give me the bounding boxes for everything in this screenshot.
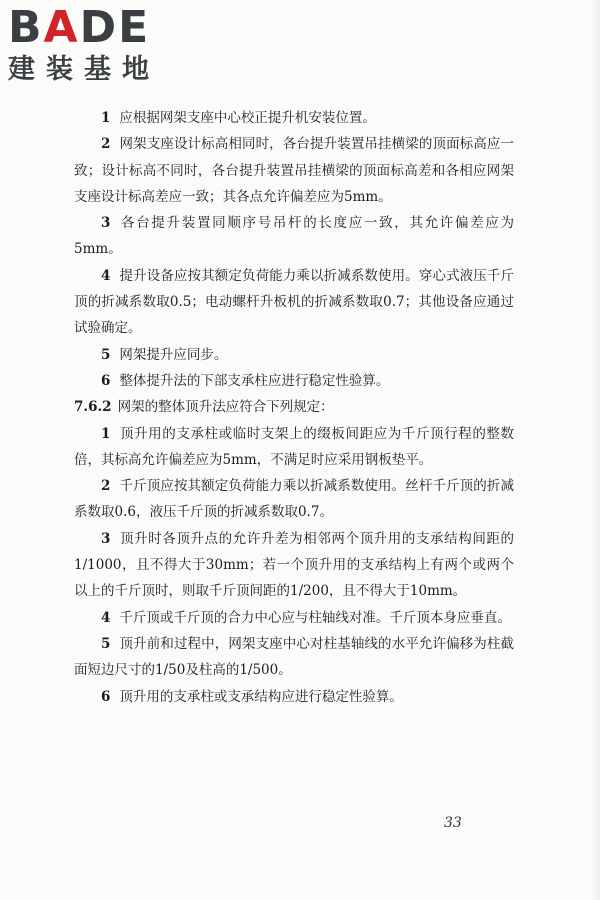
paragraph-3 xyxy=(74,210,514,263)
clause-number: 2 xyxy=(101,136,111,153)
clause-text: 顶升用的支承柱或临时支架上的缀板间距应为千斤顶行程的整数倍，其标高允许偏差应为5mm，不满足时应采用钢板垫平。 xyxy=(74,425,514,468)
paragraph-2 xyxy=(74,131,514,210)
clause-number: 3 xyxy=(101,530,111,547)
clause-text: 千斤顶或千斤顶的合力中心应与柱轴线对准。千斤顶本身应垂直。 xyxy=(119,609,511,626)
logo xyxy=(8,4,178,86)
clause-number: 5 xyxy=(101,635,111,652)
clause-number: 2 xyxy=(101,478,111,495)
paragraph-6 xyxy=(74,368,514,394)
clause-text: 网架提升应同步。 xyxy=(119,346,228,363)
logo-wordmark: BADE xyxy=(8,2,151,53)
paragraph-11 xyxy=(74,605,514,631)
paragraph-8 xyxy=(74,421,514,474)
paragraph-4 xyxy=(74,263,514,342)
clause-text: 顶升时各顶升点的允许升差为相邻两个顶升用的支承结构间距的1/1000，且不得大于30mm；若一个顶升用的支承结构上有两个或两个以上的千斤顶时，则取千斤顶间距的1/200，且不得大于10mm。 xyxy=(74,530,514,600)
logo-subtitle: 建装基地 xyxy=(8,54,160,85)
clause-text: 顶升前和过程中，网架支座中心对柱基轴线的水平允许偏移为柱截面短边尺寸的1/50及柱高的1/500。 xyxy=(74,635,514,679)
page-edge-shadow xyxy=(592,0,600,900)
clause-number: 5 xyxy=(101,346,111,363)
section-text: 网架的整体顶升法应符合下列规定： xyxy=(117,399,334,416)
paragraph-1 xyxy=(74,105,514,131)
clause-text: 网架支座设计标高相同时，各台提升装置吊挂横梁的顶面标高应一致；设计标高不同时，各台提升装置吊挂横梁的顶面标高差和各相应网架支座设计标高差应一致；其各点允许偏差应为5mm。 xyxy=(74,136,514,205)
clause-number: 4 xyxy=(101,267,111,284)
clause-text: 各台提升装置同顺序号吊杆的长度应一致，其允许偏差应为5mm。 xyxy=(74,215,514,258)
clause-text: 整体提升法的下部支承柱应进行稳定性验算。 xyxy=(119,372,390,389)
paragraph-5 xyxy=(74,342,514,368)
clause-number: 1 xyxy=(101,425,111,442)
section-number: 7.6.2 xyxy=(74,399,112,416)
clause-number: 4 xyxy=(101,609,111,626)
clause-text: 提升设备应按其额定负荷能力乘以折减系数使用。穿心式液压千斤顶的折减系数取0.5；电动螺杆升板机的折减系数取0.7；其他设备应通过试验确定。 xyxy=(74,267,514,337)
clause-number: 3 xyxy=(101,215,111,232)
clause-number: 6 xyxy=(101,688,111,705)
paragraph-12 xyxy=(74,631,514,684)
clause-number: 6 xyxy=(101,372,111,389)
page-body xyxy=(74,105,514,710)
clause-text: 顶升用的支承柱或支承结构应进行稳定性验算。 xyxy=(119,688,403,705)
clause-text: 千斤顶应按其额定负荷能力乘以折减系数使用。丝杆千斤顶的折减系数取0.6，液压千斤顶的折减系数取0.7。 xyxy=(74,478,514,521)
logo-accent-letter: A xyxy=(43,2,80,53)
paragraph-9 xyxy=(74,473,514,526)
paragraph-13 xyxy=(74,684,514,710)
clause-number: 1 xyxy=(101,110,111,126)
clause-text: 应根据网架支座中心校正提升机安装位置。 xyxy=(119,110,376,126)
section-heading-7-6-2 xyxy=(74,394,514,420)
paragraph-10 xyxy=(74,526,514,605)
page-number: 33 xyxy=(444,815,462,831)
